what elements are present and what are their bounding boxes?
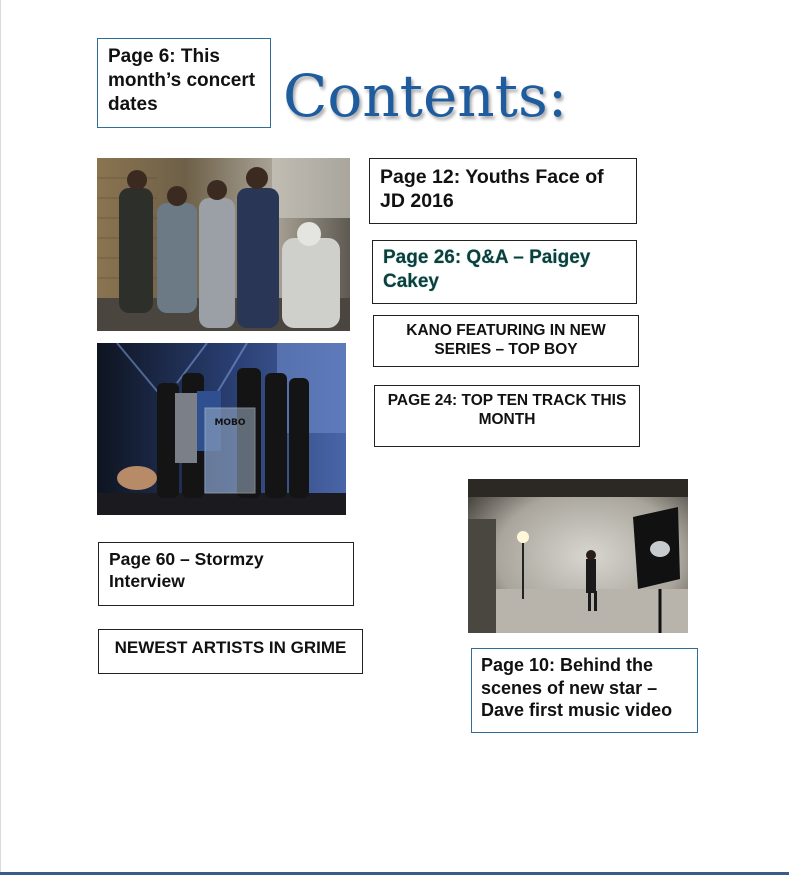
page-title: Contents: <box>283 62 568 130</box>
contents-box-page-6: Page 6: This month’s concert dates <box>97 38 271 128</box>
contents-box-page-60: Page 60 – Stormzy Interview <box>98 542 354 606</box>
contents-box-kano: KANO FEATURING IN NEW SERIES – TOP BOY <box>373 315 639 367</box>
podium-text: MOBO <box>214 418 246 428</box>
contents-box-page-26: Page 26: Q&A – Paigey Cakey <box>372 240 637 304</box>
page-left-edge <box>0 0 1 875</box>
contents-box-page-10: Page 10: Behind the scenes of new star – Dave first music video <box>471 648 698 733</box>
group-photo <box>97 158 350 331</box>
contents-box-newest-artists: NEWEST ARTISTS IN GRIME <box>98 629 363 674</box>
contents-box-page-12: Page 12: Youths Face of JD 2016 <box>369 158 637 224</box>
awards-stage-photo <box>97 343 346 515</box>
contents-box-page-24: PAGE 24: TOP TEN TRACK THIS MONTH <box>374 385 640 447</box>
studio-shoot-photo <box>468 479 688 633</box>
